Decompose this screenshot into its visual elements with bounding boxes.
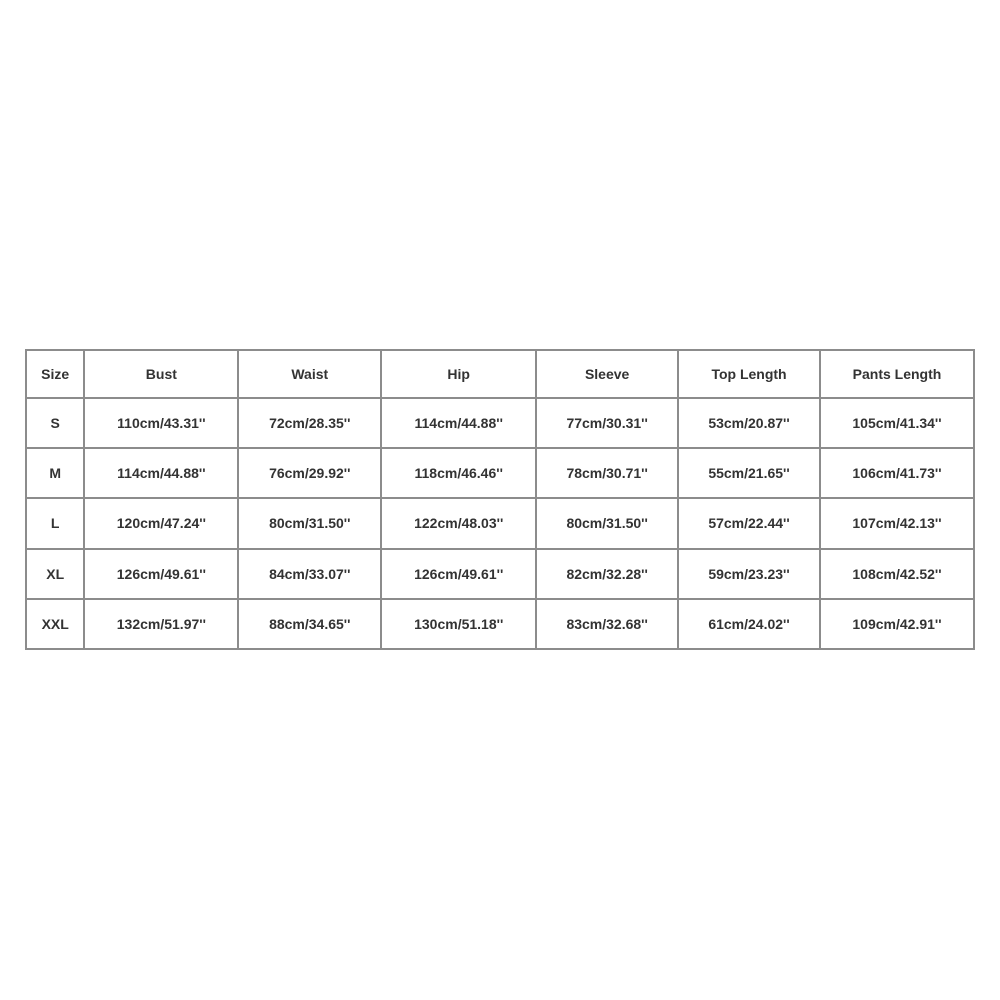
cell-bust: 132cm/51.97'' [84, 599, 238, 649]
cell-pants-length: 105cm/41.34'' [820, 398, 974, 448]
cell-sleeve: 80cm/31.50'' [536, 498, 678, 548]
header-top-length: Top Length [678, 350, 820, 398]
cell-size: XL [26, 549, 84, 599]
table-header-row [26, 350, 974, 398]
cell-size: S [26, 398, 84, 448]
header-pants-length: Pants Length [820, 350, 974, 398]
cell-top-length: 53cm/20.87'' [678, 398, 820, 448]
size-chart-table [25, 349, 975, 650]
cell-sleeve: 77cm/30.31'' [536, 398, 678, 448]
cell-sleeve: 83cm/32.68'' [536, 599, 678, 649]
table-row [26, 448, 974, 498]
header-sleeve: Sleeve [536, 350, 678, 398]
cell-size: L [26, 498, 84, 548]
cell-hip: 130cm/51.18'' [381, 599, 536, 649]
cell-top-length: 57cm/22.44'' [678, 498, 820, 548]
cell-hip: 114cm/44.88'' [381, 398, 536, 448]
cell-sleeve: 82cm/32.28'' [536, 549, 678, 599]
cell-pants-length: 108cm/42.52'' [820, 549, 974, 599]
cell-bust: 126cm/49.61'' [84, 549, 238, 599]
header-size: Size [26, 350, 84, 398]
table-row [26, 599, 974, 649]
table-row [26, 498, 974, 548]
cell-size: M [26, 448, 84, 498]
cell-bust: 114cm/44.88'' [84, 448, 238, 498]
cell-pants-length: 106cm/41.73'' [820, 448, 974, 498]
cell-waist: 80cm/31.50'' [238, 498, 381, 548]
cell-waist: 76cm/29.92'' [238, 448, 381, 498]
header-waist: Waist [238, 350, 381, 398]
cell-hip: 126cm/49.61'' [381, 549, 536, 599]
cell-waist: 72cm/28.35'' [238, 398, 381, 448]
cell-top-length: 59cm/23.23'' [678, 549, 820, 599]
cell-waist: 88cm/34.65'' [238, 599, 381, 649]
cell-waist: 84cm/33.07'' [238, 549, 381, 599]
cell-bust: 120cm/47.24'' [84, 498, 238, 548]
header-bust: Bust [84, 350, 238, 398]
table-row [26, 549, 974, 599]
cell-pants-length: 107cm/42.13'' [820, 498, 974, 548]
table-row [26, 398, 974, 448]
cell-size: XXL [26, 599, 84, 649]
cell-top-length: 55cm/21.65'' [678, 448, 820, 498]
cell-bust: 110cm/43.31'' [84, 398, 238, 448]
cell-sleeve: 78cm/30.71'' [536, 448, 678, 498]
cell-hip: 118cm/46.46'' [381, 448, 536, 498]
header-hip: Hip [381, 350, 536, 398]
cell-hip: 122cm/48.03'' [381, 498, 536, 548]
cell-top-length: 61cm/24.02'' [678, 599, 820, 649]
cell-pants-length: 109cm/42.91'' [820, 599, 974, 649]
